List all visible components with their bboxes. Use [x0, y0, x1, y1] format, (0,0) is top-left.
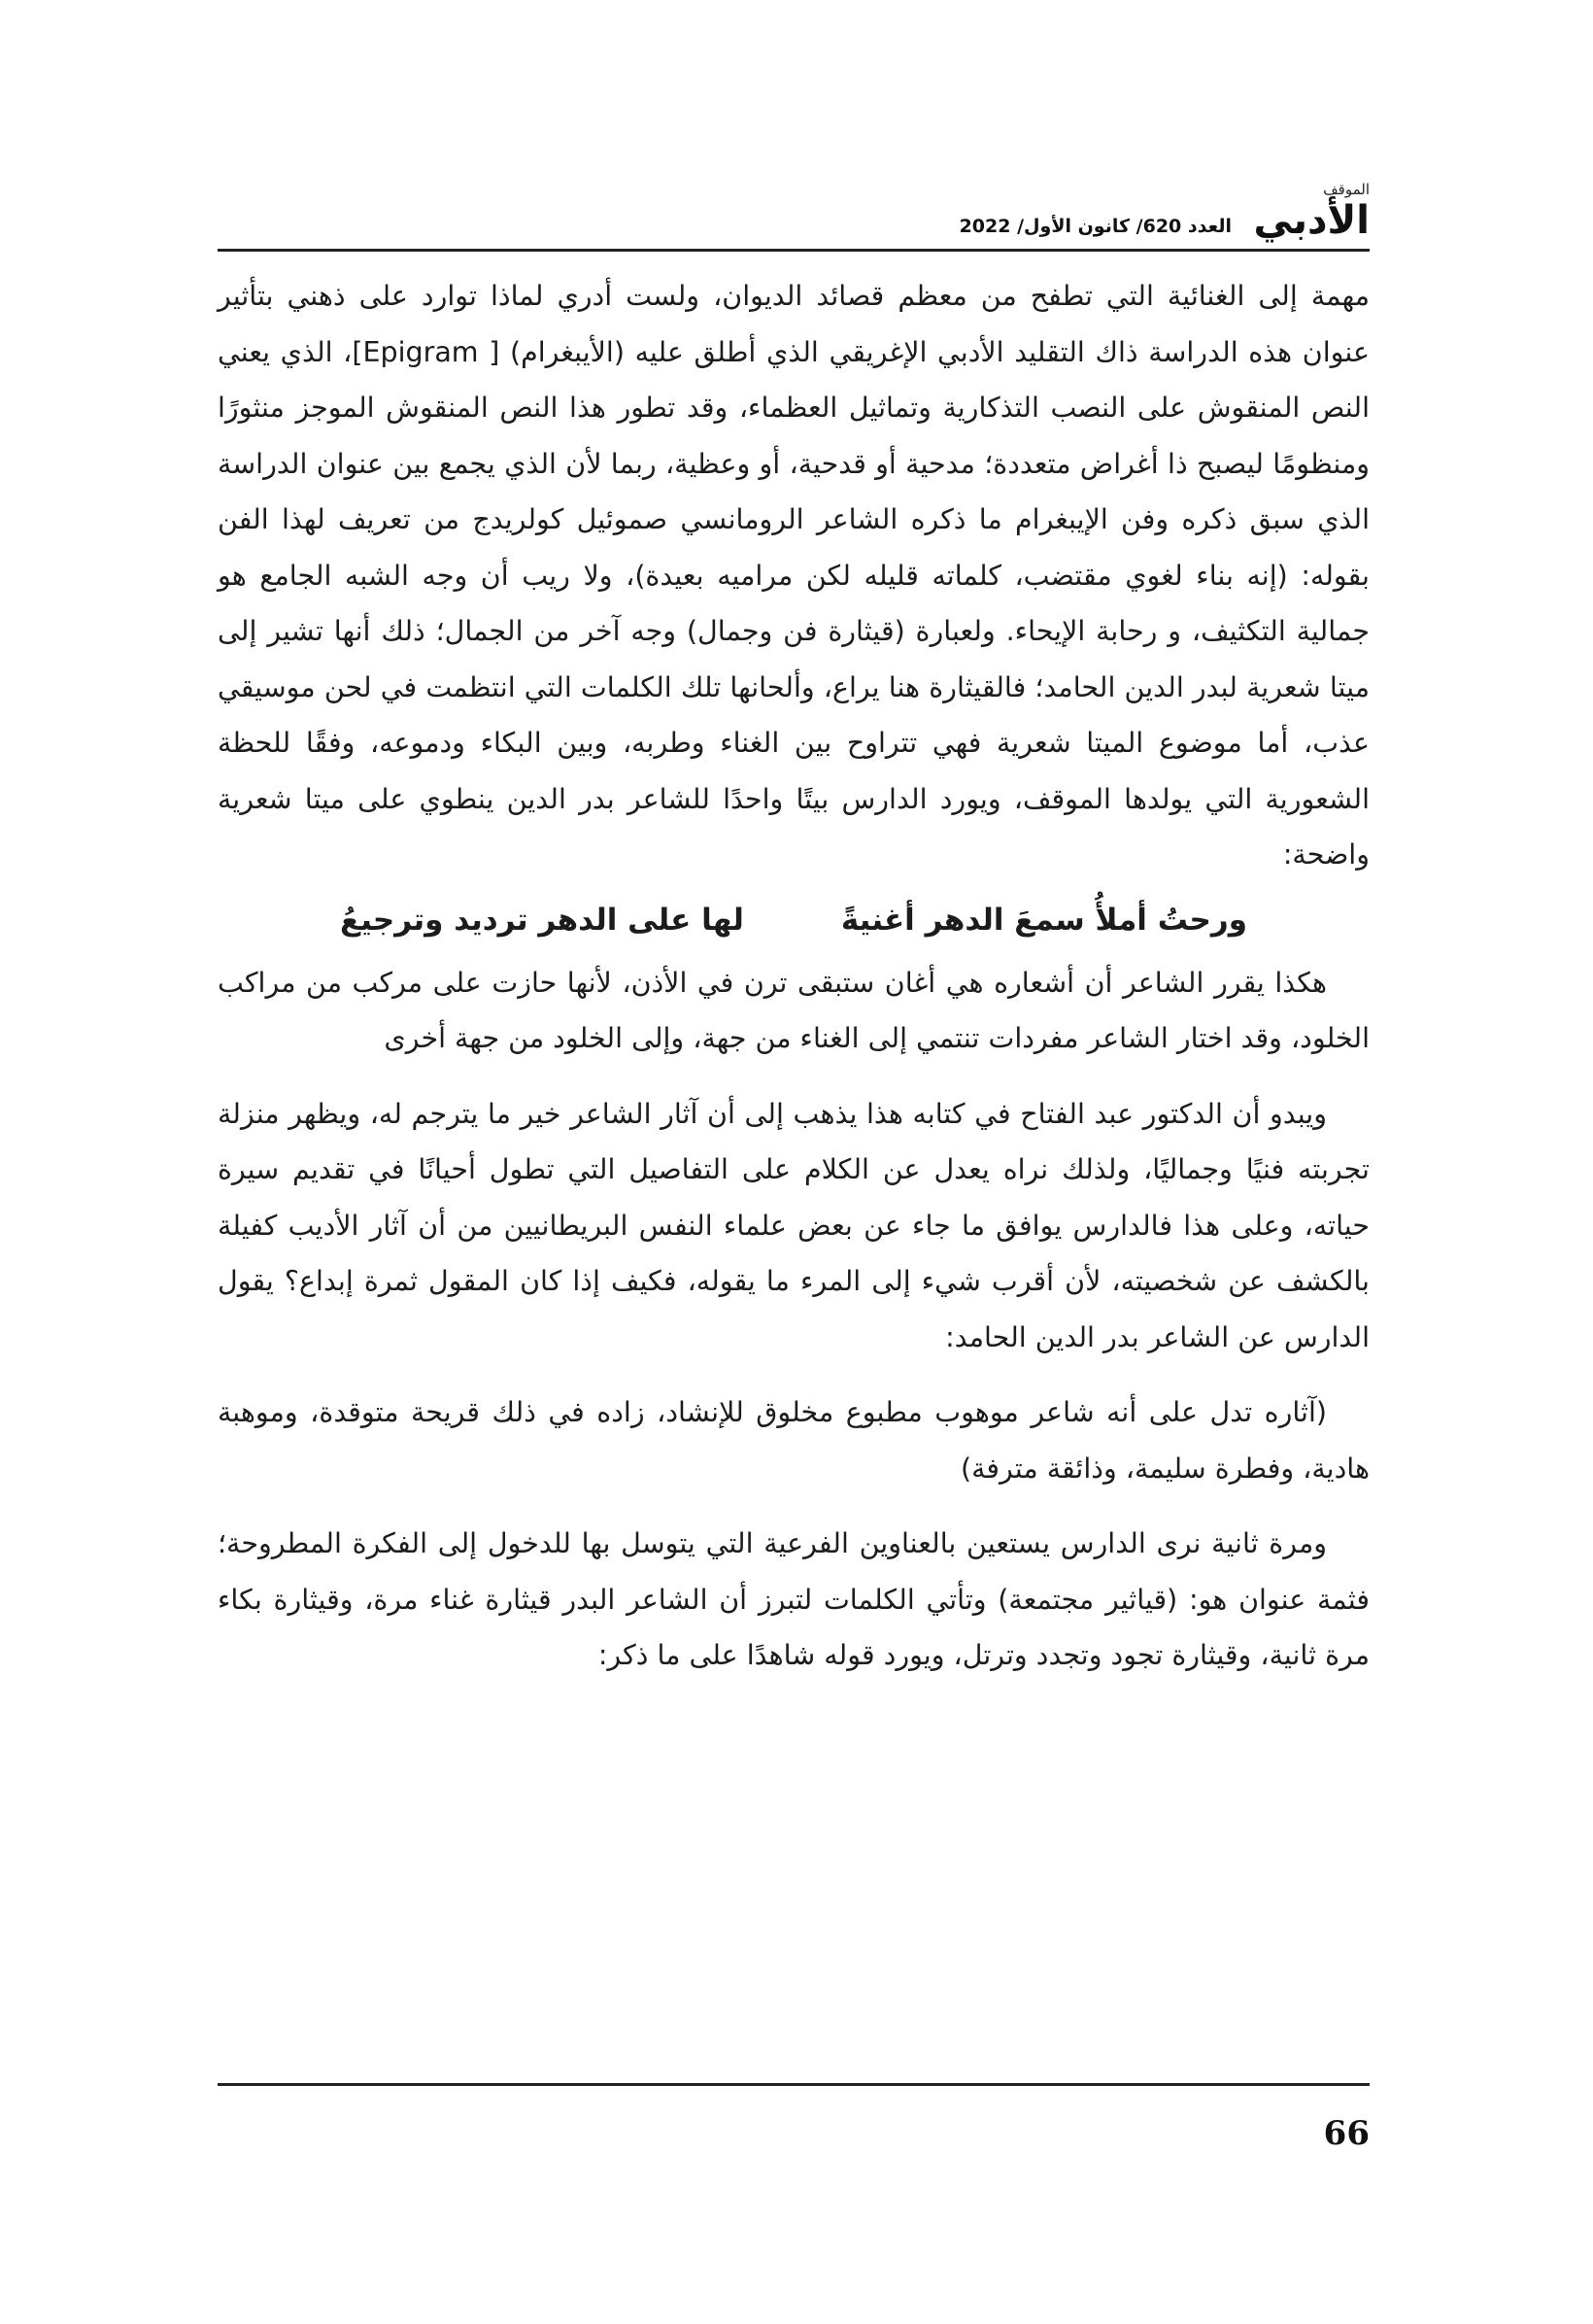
logo-big-text: الأدبي — [1253, 198, 1370, 243]
verse-first-hemistich: ورحتُ أملأُ سمعَ الدهر أغنيةً — [840, 902, 1247, 938]
logo-small-text: الموقف — [1323, 181, 1370, 198]
article-body — [218, 268, 1370, 1684]
page-number: 66 — [1323, 2114, 1370, 2153]
paragraph-2: هكذا يقرر الشاعر أن أشعاره هي أغان ستبقى ترن في الأذن، لأنها حازت على مركب من مراكب الخلود، وقد اختار الشاعر مفردات تنتمي إلى الغناء من جهة، وإلى الخلود من جهة أخرى — [218, 966, 1370, 1054]
paragraph-5: ومرة ثانية نرى الدارس يستعين بالعناوين الفرعية التي يتوسل بها للدخول إلى الفكرة المطروحة؛ فثمة عنوان هو: (قياثير مجتمعة) وتأتي الكلمات لتبرز أن الشاعر البدر قيثارة غناء مرة، وقيثارة بكاء مرة ثانية، وقيثارة تجود وتجدد وترتل، ويورد قوله شاهدًا على ما ذكر: — [218, 1527, 1370, 1671]
issue-info: العدد 620/ كانون الأول/ 2022 — [959, 216, 1232, 237]
poem-verse — [218, 891, 1370, 949]
paragraph-3: ويبدو أن الدكتور عبد الفتاح في كتابه هذا يذهب إلى أن آثار الشاعر خير ما يترجم له، ويظهر منزلة تجربته فنيًا وجماليًا، ولذلك نراه يعدل عن الكلام على التفاصيل التي تطول أحيانًا في تقديم سيرة حياته، وعلى هذا فالدارس يوافق ما جاء عن بعض علماء النفس البريطانيين من أن آثار الأديب كفيلة بالكشف عن شخصيته، لأن أقرب شيء إلى المرء ما يقوله، فكيف إذا كان المقول ثمرة إبداع؟ يقول الدارس عن الشاعر بدر الدين الحامد: — [218, 1097, 1370, 1353]
paragraph-1: مهمة إلى الغنائية التي تطفح من معظم قصائد الديوان، ولست أدري لماذا توارد على ذهني بتأثير عنوان هذه الدراسة ذاك التقليد الأدبي الإغريقي الذي أطلق عليه (الأيبغرام) [ Epigram]، الذي يعني النص المنقوش على النصب التذكارية وتماثيل العظماء، وقد تطور هذا النص المنقوش الموجز منثورًا ومنظومًا ليصبح ذا أغراض متعددة؛ مدحية أو قدحية، أو وعظية، ربما لأن الذي يجمع بين عنوان الدراسة الذي سبق ذكره وفن الإيبغرام ما ذكره الشاعر الرومانسي صموئيل كولريدج من تعريف لهذا الفن بقوله: (إنه بناء لغوي مقتضب، كلماته قليله لكن مراميه بعيدة)، ولا ريب أن وجه الشبه الجامع هو جمالية التكثيف، و رحابة الإيحاء. ولعبارة (قيثارة فن وجمال) وجه آخر من الجمال؛ ذلك أنها تشير إلى ميتا شعرية لبدر الدين الحامد؛ فالقيثارة هنا يراع، وألحانها تلك الكلمات التي انتظمت في لحن موسيقي عذب، أما موضوع الميتا شعرية فهي تتراوح بين الغناء وطربه، وبين البكاء ودموعه، وفقًا للحظة الشعورية التي يولدها الموقف، ويورد الدارس بيتًا واحدًا للشاعر بدر الدين ينطوي على ميتا شعرية واضحة: — [218, 280, 1370, 871]
footer-divider — [218, 2083, 1370, 2086]
verse-second-hemistich: لها على الدهر ترديد وترجيعُ — [340, 902, 744, 938]
page-header — [218, 181, 1370, 249]
paragraph-4: (آثاره تدل على أنه شاعر موهوب مطبوع مخلوق للإنشاد، زاده في ذلك قريحة متوقدة، وموهبة هادية، وفطرة سليمة، وذائقة مترفة) — [218, 1396, 1370, 1485]
header-divider — [218, 249, 1370, 252]
magazine-logo — [1253, 181, 1370, 245]
